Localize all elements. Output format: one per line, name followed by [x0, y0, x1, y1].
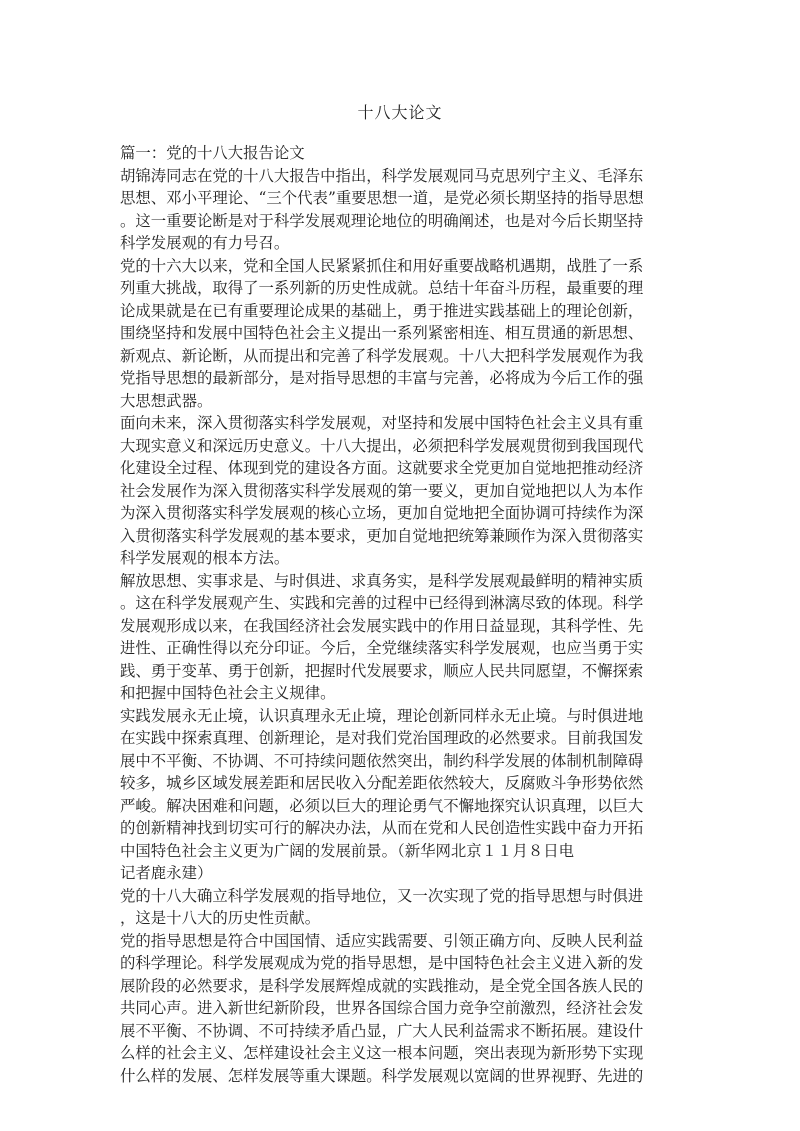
body-text-line: 实践发展永无止境，认识真理永无止境，理论创新同样永无止境。与时俱进地: [120, 706, 644, 725]
body-text-line: 科学发展观的有力号召。: [120, 234, 290, 252]
body-text-line: 党的指导思想是符合中国国情、适应实践需要、引领正确方向、反映人民利益: [120, 931, 644, 950]
body-text-line: 践、勇于变革、勇于创新，把握时代发展要求，顺应人民共同愿望，不懈探索: [120, 661, 644, 680]
body-text-line: 解放思想、实事求是、与时俱进、求真务实，是科学发展观最鲜明的精神实质: [120, 571, 644, 590]
body-text-line: 共同心声。进入新世纪新阶段，世界各国综合国力竞争空前激烈，经济社会发: [120, 999, 644, 1017]
document-body: [120, 142, 686, 1087]
body-text-line: 胡锦涛同志在党的十八大报告中指出，科学发展观同马克思列宁主义、毛泽东: [120, 166, 644, 185]
body-text-line: 党的十八大确立科学发展观的指导地位，又一次实现了党的指导思想与时俱进: [120, 886, 644, 905]
body-text-line: 展中不平衡、不协调、不可持续问题依然突出，制约科学发展的体制机制障碍: [120, 751, 644, 770]
body-text-line: 的科学理论。科学发展观成为党的指导思想，是中国特色社会主义进入新的发: [120, 954, 644, 972]
body-text-line: 科学发展观的根本方法。: [120, 549, 290, 567]
body-text-line: 。这在科学发展观产生、实践和完善的过程中已经得到淋漓尽致的体现。科学: [120, 594, 644, 612]
body-text-line: 新观点、新论断，从而提出和完善了科学发展观。十八大把科学发展观作为我: [120, 346, 644, 365]
body-text-line: 篇一：党的十八大报告论文: [120, 144, 305, 162]
body-text-line: 的创新精神找到切实可行的解决办法，从而在党和人民创造性实践中奋力开拓: [120, 819, 644, 837]
body-text-line: 进性、正确性得以充分印证。今后，全党继续落实科学发展观，也应当勇于实: [120, 639, 644, 657]
body-text-line: 发展观形成以来，在我国经济社会发展实践中的作用日益显现，其科学性、先: [120, 616, 644, 635]
body-text-line: 党指导思想的最新部分，是对指导思想的丰富与完善，必将成为今后工作的强: [120, 369, 644, 387]
body-text-line: 围绕坚持和发展中国特色社会主义提出一系列紧密相连、相互贯通的新思想、: [120, 324, 644, 342]
body-text-line: 面向未来，深入贯彻落实科学发展观，对坚持和发展中国特色社会主义具有重: [120, 414, 644, 432]
document-title: 十八大论文: [357, 103, 443, 122]
body-text-line: 论成果就是在已有重要理论成果的基础上，勇于推进实践基础上的理论创新，: [120, 301, 644, 320]
body-text-line: 思想、邓小平理论、“三个代表”重要思想一道，是党必须长期坚持的指导思想: [120, 189, 644, 207]
body-text-line: 展不平衡、不协调、不可持续矛盾凸显，广大人民利益需求不断拓展。建设什: [120, 1021, 644, 1040]
body-text-line: 什么样的发展、怎样发展等重大课题。科学发展观以宽阔的世界视野、先进的: [120, 1066, 644, 1085]
body-text-line: 展阶段的必然要求，是科学发展辉煌成就的实践推动，是全党全国各族人民的: [120, 976, 644, 995]
body-text-line: 中国特色社会主义更为广阔的发展前景。（新华网北京１１月８日电: [120, 841, 575, 860]
body-text-line: 较多，城乡区域发展差距和居民收入分配差距依然较大，反腐败斗争形势依然: [120, 774, 644, 792]
body-text-line: 么样的社会主义、怎样建设社会主义这一根本问题，突出表现为新形势下实现: [120, 1044, 644, 1062]
body-text-line: 严峻。解决困难和问题，必须以巨大的理论勇气不懈地探究认识真理，以巨大: [120, 796, 644, 815]
body-text-line: 列重大挑战，取得了一系列新的历史性成就。总结十年奋斗历程，最重要的理: [120, 279, 644, 297]
body-text-line: 大现实意义和深远历史意义。十八大提出，必须把科学发展观贯彻到我国现代: [120, 436, 644, 455]
body-text-line: 记者鹿永建）: [120, 864, 213, 882]
body-text-line: 化建设全过程、体现到党的建设各方面。这就要求全党更加自觉地把推动经济: [120, 459, 644, 477]
body-text-line: 。这一重要论断是对于科学发展观理论地位的明确阐述，也是对今后长期坚持: [120, 211, 644, 230]
body-text-line: ，这是十八大的历史性贡献。: [120, 909, 321, 927]
body-text-line: 社会发展作为深入贯彻落实科学发展观的第一要义，更加自觉地把以人为本作: [120, 481, 644, 500]
body-text-line: 在实践中探索真理、创新理论，是对我们党治国理政的必然要求。目前我国发: [120, 729, 644, 747]
body-text-line: 为深入贯彻落实科学发展观的核心立场，更加自觉地把全面协调可持续作为深: [120, 504, 644, 522]
body-text-line: 党的十六大以来，党和全国人民紧紧抓住和用好重要战略机遇期，战胜了一系: [120, 256, 644, 275]
body-text-line: 入贯彻落实科学发展观的基本要求，更加自觉地把统筹兼顾作为深入贯彻落实: [120, 526, 644, 545]
body-text-line: 大思想武器。: [120, 391, 213, 410]
body-text-line: 和把握中国特色社会主义规律。: [120, 684, 336, 702]
